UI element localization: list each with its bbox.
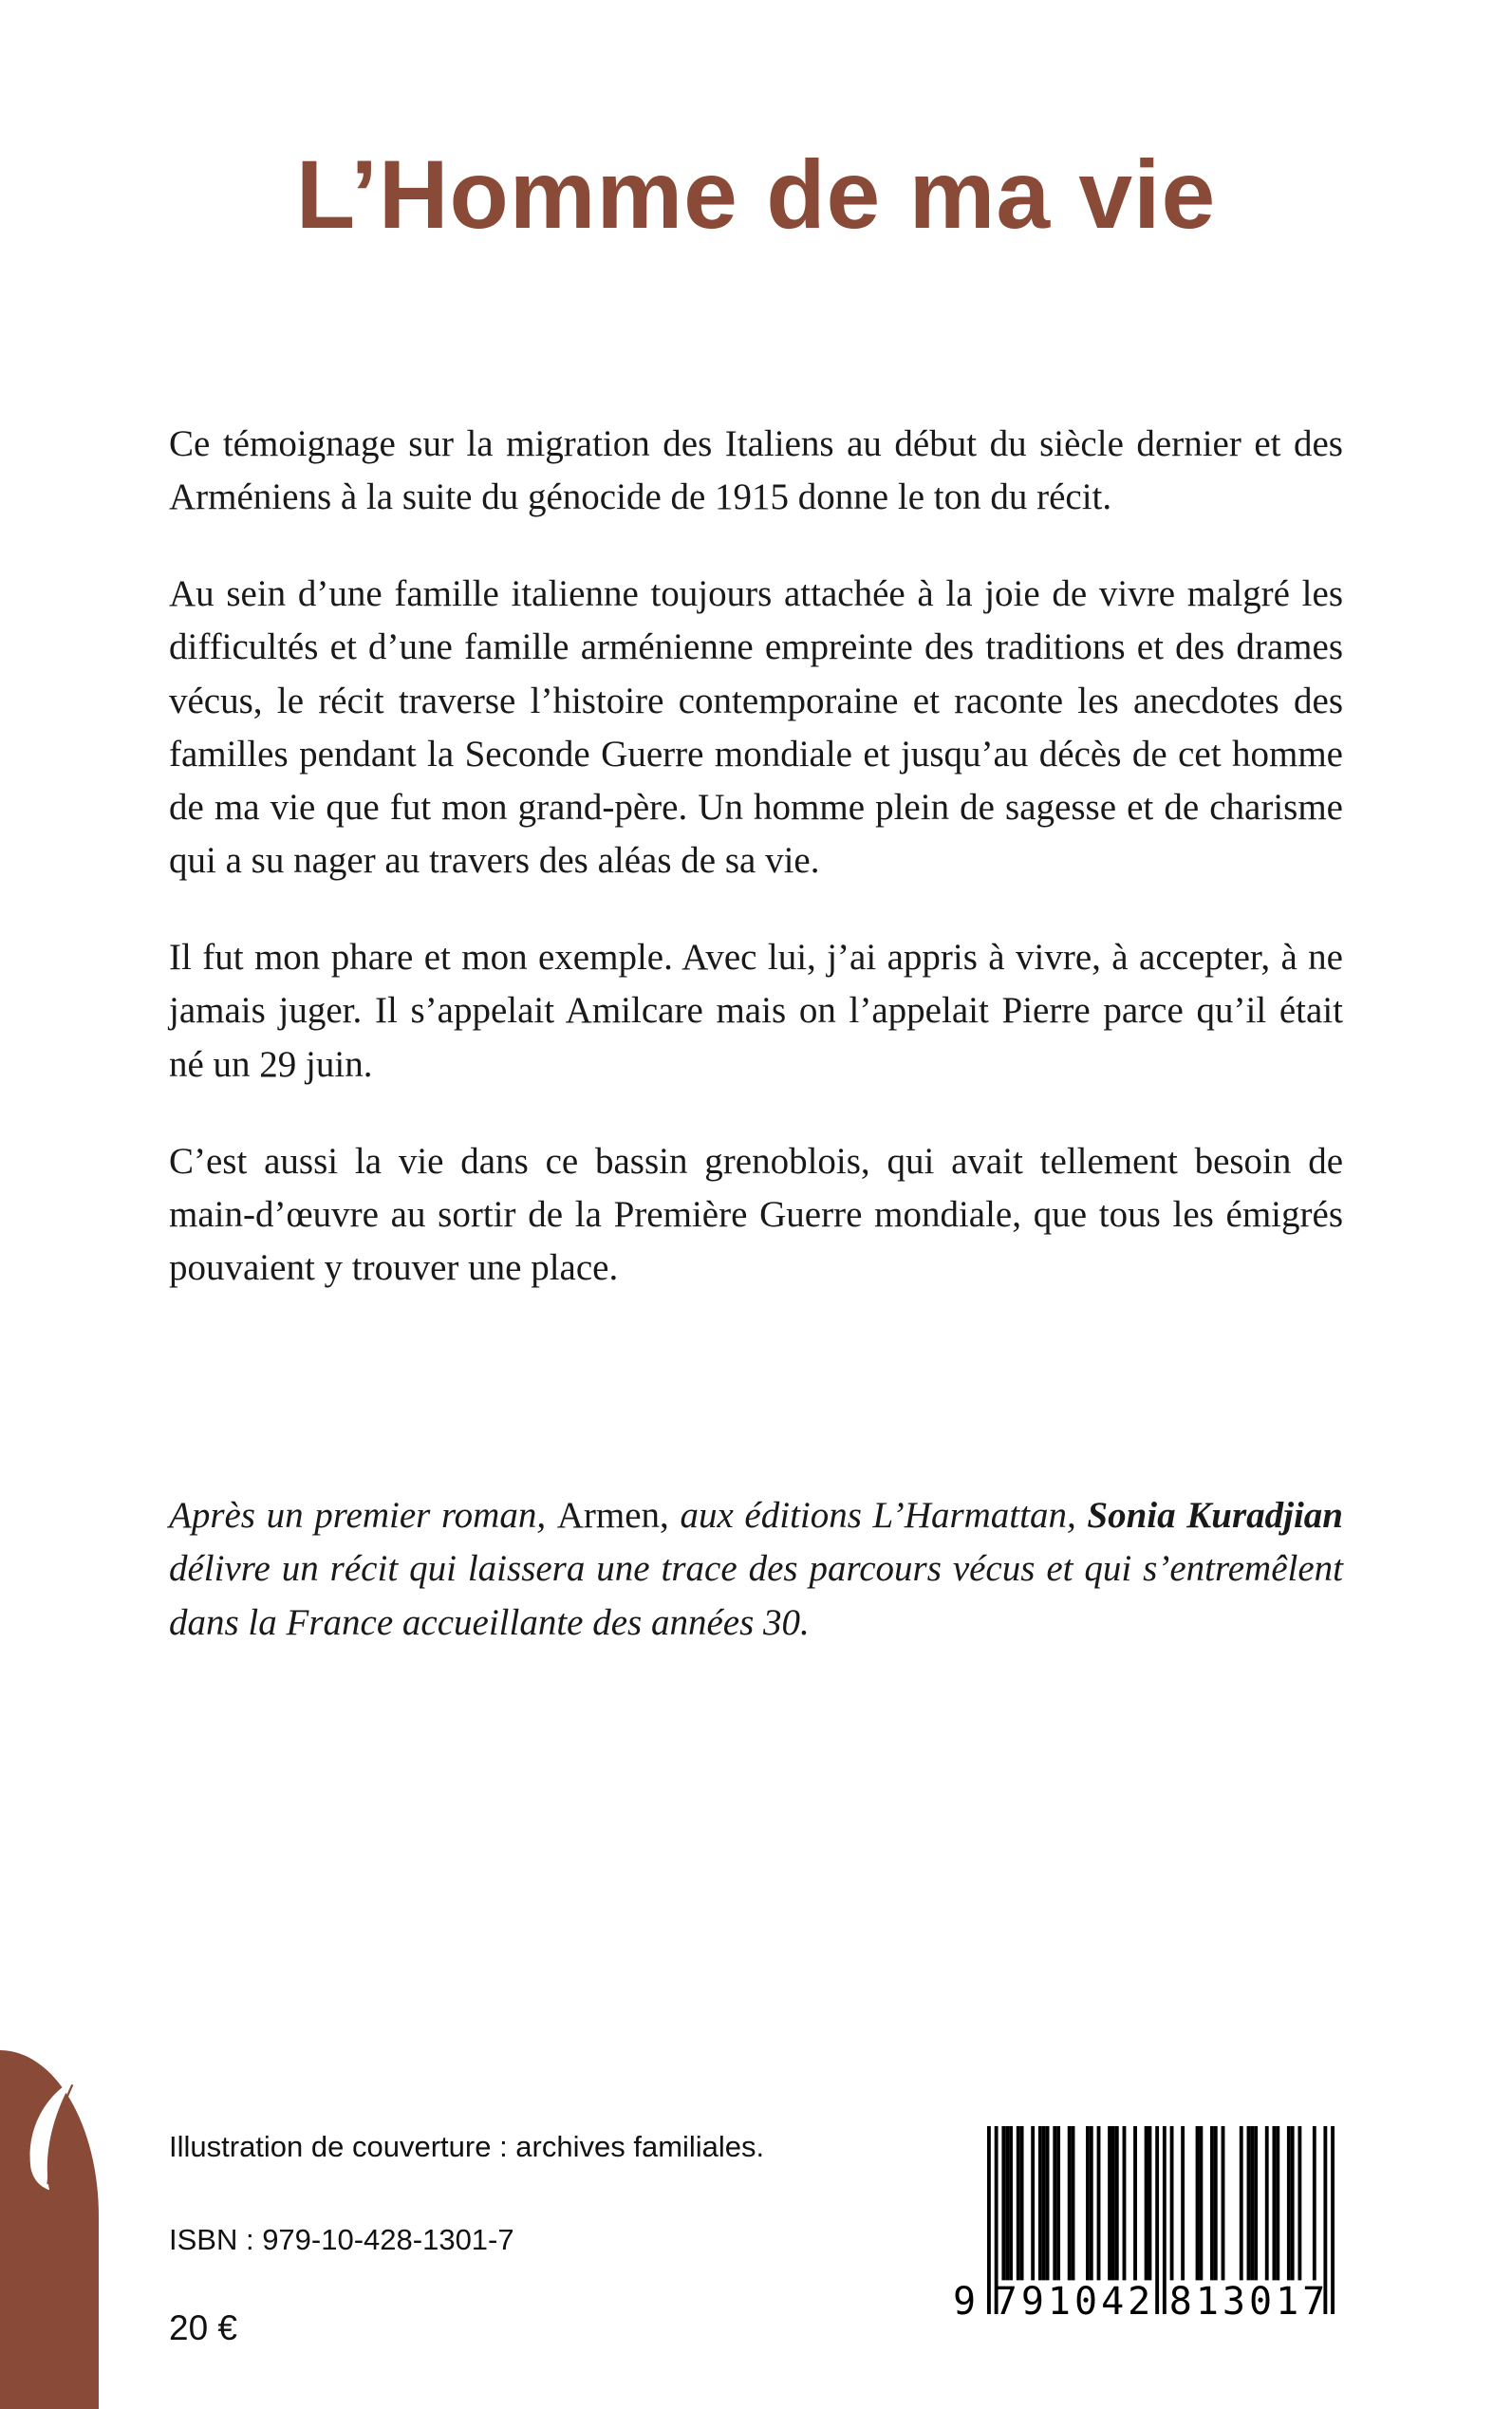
synopsis-paragraph: Au sein d’une famille italienne toujours attachée à la joie de vivre malgré les difficultés et d’une famille arménienne empreinte des traditions et des drames vécus, le récit traverse l’histoire contemporaine et raconte les anecdotes des familles pendant la Seconde Guerre mondiale et jusqu’au décès de cet homme de ma vie que fut mon grand-père. Un homme plein de sagesse et de charisme qui a su nager au travers des aléas de sa vie.	[169, 573, 1343, 882]
synopsis-paragraph: Ce témoignage sur la migration des Italiens au début du siècle dernier et des Arméniens à la suite du génocide de 1915 donne le ton du récit.	[169, 423, 1343, 518]
author-note-segment: délivre un récit qui laissera une trace des parcours vécus et qui s’entremêlent dans la France accueillante des années 30.	[169, 1548, 1343, 1643]
synopsis-paragraph: C’est aussi la vie dans ce bassin grenoblois, qui avait tellement besoin de main-d’œuvre au sortir de la Première Guerre mondiale, que tous les émigrés pouvaient y trouver une place.	[169, 1140, 1343, 1289]
footer-info	[169, 2130, 764, 2348]
quill-feather-icon	[13, 2073, 85, 2194]
price-text: 20 €	[169, 2308, 238, 2347]
barcode-digit-group: 791042	[994, 2280, 1155, 2324]
book-title: L’Homme de ma vie	[295, 140, 1217, 249]
author-note-segment: aux éditions L’Harmattan,	[668, 1495, 1088, 1537]
barcode-digit-group: 813017	[1168, 2280, 1330, 2324]
synopsis-block	[169, 418, 1343, 1693]
barcode-digit-group: 9	[953, 2280, 977, 2324]
barcode-digits	[953, 2280, 1336, 2324]
ean-barcode	[953, 2126, 1336, 2324]
synopsis-paragraph: Il fut mon phare et mon exemple. Avec lui, j’ai appris à vivre, à accepter, à ne jamais juger. Il s’appelait Amilcare mais on l’appelait Pierre parce qu’il était né un 29 juin.	[169, 937, 1343, 1085]
author-note	[169, 1489, 1343, 1649]
author-note-segment: Sonia Kuradjian	[1087, 1495, 1343, 1537]
author-note-segment: Après un premier roman,	[169, 1495, 557, 1537]
author-note-segment: Armen,	[556, 1495, 669, 1537]
publisher-spine-mark	[0, 2050, 99, 2409]
illustration-credit: Illustration de couverture : archives familiales.	[169, 2130, 765, 2163]
isbn-text: ISBN : 979-10-428-1301-7	[169, 2223, 514, 2256]
